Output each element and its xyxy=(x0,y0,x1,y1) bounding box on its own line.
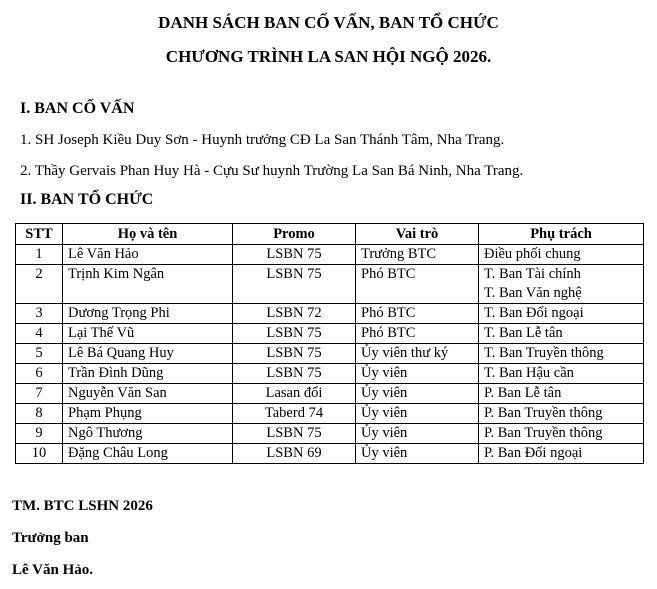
advisor-item: 2. Thầy Gervais Phan Huy Hà - Cựu Sư huynh Trường La San Bá Ninh, Nha Trang. xyxy=(20,163,524,179)
signature-org: TM. BTC LSHN 2026 xyxy=(12,498,153,514)
duty-line: T. Ban Văn nghệ xyxy=(484,285,582,301)
cell-role: Ủy viên thư ký xyxy=(356,344,479,364)
duty-line: P. Ban Truyền thông xyxy=(484,405,603,421)
cell-stt: 4 xyxy=(16,324,63,344)
cell-stt: 7 xyxy=(16,384,63,404)
cell-name: Phạm Phụng xyxy=(63,404,233,424)
cell-duty xyxy=(479,304,644,324)
cell-duty xyxy=(479,404,644,424)
cell-role: Ủy viên xyxy=(356,404,479,424)
cell-name: Trần Đình Dũng xyxy=(63,364,233,384)
cell-promo: LSBN 75 xyxy=(233,364,356,384)
duty-line: T. Ban Truyền thông xyxy=(484,345,604,361)
cell-name: Ngô Thương xyxy=(63,424,233,444)
cell-name: Đặng Châu Long xyxy=(63,444,233,464)
cell-name: Dương Trọng Phi xyxy=(63,304,233,324)
cell-role: Ủy viên xyxy=(356,444,479,464)
column-header-role: Vai trò xyxy=(356,224,479,245)
cell-duty xyxy=(479,245,644,265)
cell-role: Phó BTC xyxy=(356,265,479,304)
duty-line: P. Ban Đối ngoại xyxy=(484,445,583,461)
cell-stt: 3 xyxy=(16,304,63,324)
cell-stt: 6 xyxy=(16,364,63,384)
table-header-row xyxy=(16,224,644,245)
duty-line: T. Ban Lễ tân xyxy=(484,325,563,341)
cell-duty xyxy=(479,424,644,444)
cell-stt: 5 xyxy=(16,344,63,364)
advisor-item: 1. SH Joseph Kiều Duy Sơn - Huynh trưởng CĐ La San Thánh Tâm, Nha Trang. xyxy=(20,132,505,148)
table-row xyxy=(16,304,644,324)
cell-role: Trưởng BTC xyxy=(356,245,479,265)
cell-promo: LSBN 72 xyxy=(233,304,356,324)
duty-line: T. Ban Tài chính xyxy=(484,266,581,282)
duty-line: Điều phối chung xyxy=(484,246,581,262)
table-row xyxy=(16,424,644,444)
duty-line: P. Ban Lễ tân xyxy=(484,385,562,401)
column-header-stt: STT xyxy=(16,224,63,245)
cell-stt: 10 xyxy=(16,444,63,464)
cell-role: Ủy viên xyxy=(356,424,479,444)
cell-name: Lại Thế Vũ xyxy=(63,324,233,344)
cell-role: Phó BTC xyxy=(356,304,479,324)
cell-duty xyxy=(479,265,644,304)
cell-name: Lê Văn Hảo xyxy=(63,245,233,265)
table-row xyxy=(16,265,644,304)
cell-stt: 8 xyxy=(16,404,63,424)
cell-duty xyxy=(479,364,644,384)
cell-role: Ủy viên xyxy=(356,384,479,404)
duty-line: T. Ban Đối ngoại xyxy=(484,305,584,321)
cell-promo: LSBN 75 xyxy=(233,424,356,444)
column-header-name: Họ và tên xyxy=(63,224,233,245)
cell-duty xyxy=(479,344,644,364)
cell-role: Phó BTC xyxy=(356,324,479,344)
cell-name: Lê Bá Quang Huy xyxy=(63,344,233,364)
table-row xyxy=(16,444,644,464)
cell-stt: 9 xyxy=(16,424,63,444)
table-row xyxy=(16,384,644,404)
cell-role: Ủy viên xyxy=(356,364,479,384)
cell-promo: Taberd 74 xyxy=(233,404,356,424)
table-row xyxy=(16,404,644,424)
cell-promo: LSBN 75 xyxy=(233,265,356,304)
column-header-promo: Promo xyxy=(233,224,356,245)
cell-promo: LSBN 75 xyxy=(233,245,356,265)
section-heading-committee: II. BAN TỔ CHỨC xyxy=(20,191,154,208)
cell-name: Trịnh Kim Ngân xyxy=(63,265,233,304)
table-row xyxy=(16,344,644,364)
cell-stt: 1 xyxy=(16,245,63,265)
cell-promo: Lasan đổi xyxy=(233,384,356,404)
cell-duty xyxy=(479,444,644,464)
cell-promo: LSBN 75 xyxy=(233,344,356,364)
cell-promo: LSBN 69 xyxy=(233,444,356,464)
cell-promo: LSBN 75 xyxy=(233,324,356,344)
column-header-duty: Phụ trách xyxy=(479,224,644,245)
document-subtitle: CHƯƠNG TRÌNH LA SAN HỘI NGỘ 2026. xyxy=(165,47,492,66)
cell-duty xyxy=(479,384,644,404)
document-title: DANH SÁCH BAN CỐ VẤN, BAN TỔ CHỨC xyxy=(158,13,499,32)
duty-line: T. Ban Hậu cần xyxy=(484,365,574,381)
signature-title: Trưởng ban xyxy=(12,530,89,546)
cell-duty xyxy=(479,324,644,344)
table-row xyxy=(16,324,644,344)
committee-table xyxy=(15,223,644,464)
table-row xyxy=(16,364,644,384)
cell-name: Nguyễn Văn San xyxy=(63,384,233,404)
signature-name: Lê Văn Hảo. xyxy=(12,562,93,578)
cell-stt: 2 xyxy=(16,265,63,304)
duty-line: P. Ban Truyền thông xyxy=(484,425,603,441)
table-row xyxy=(16,245,644,265)
section-heading-advisors: I. BAN CỐ VẤN xyxy=(20,100,135,117)
